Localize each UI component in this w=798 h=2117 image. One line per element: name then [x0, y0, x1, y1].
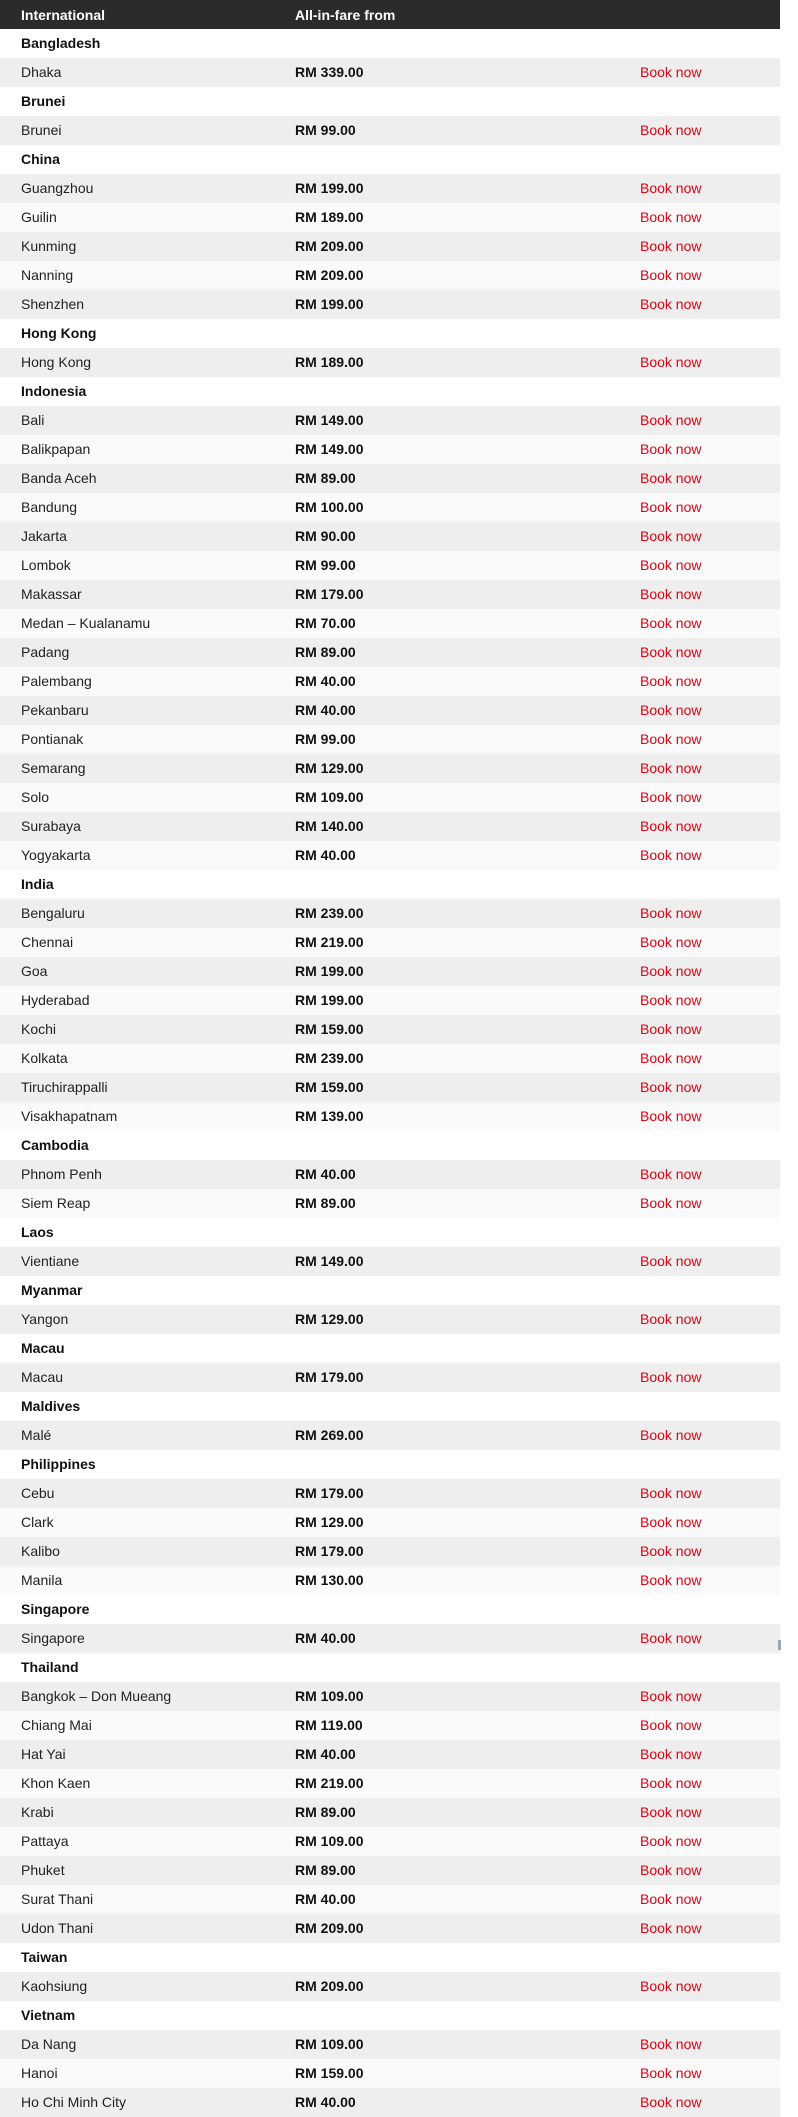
book-now-link[interactable]: Book now — [640, 1746, 702, 1762]
city-name: Da Nang — [21, 2036, 77, 2052]
city-name: Kaohsiung — [21, 1978, 88, 1994]
book-now-link[interactable]: Book now — [640, 1369, 702, 1385]
city-name: Shenzhen — [21, 296, 85, 312]
fare-price: RM 209.00 — [295, 238, 364, 254]
fare-price: RM 90.00 — [295, 528, 356, 544]
fare-row — [0, 1073, 780, 1102]
city-name: Hong Kong — [21, 354, 92, 370]
book-now-link[interactable]: Book now — [640, 64, 702, 80]
fare-price: RM 179.00 — [295, 586, 364, 602]
fare-row — [0, 464, 780, 493]
city-name: Kalibo — [21, 1543, 60, 1559]
fare-price: RM 109.00 — [295, 1688, 364, 1704]
city-name: Macau — [21, 1369, 64, 1385]
fare-row — [0, 261, 780, 290]
fare-price: RM 40.00 — [295, 1630, 356, 1646]
book-now-link[interactable]: Book now — [640, 1891, 702, 1907]
book-now-link[interactable]: Book now — [640, 238, 702, 254]
fare-price: RM 70.00 — [295, 615, 356, 631]
fare-row — [0, 1044, 780, 1073]
country-name: Maldives — [21, 1398, 81, 1414]
fare-row — [0, 1769, 780, 1798]
book-now-link[interactable]: Book now — [640, 847, 702, 863]
country-name: Philippines — [21, 1456, 96, 1472]
city-name: Lombok — [21, 557, 71, 573]
book-now-link[interactable]: Book now — [640, 180, 702, 196]
fare-price: RM 89.00 — [295, 470, 356, 486]
fare-price: RM 179.00 — [295, 1543, 364, 1559]
book-now-link[interactable]: Book now — [640, 1253, 702, 1269]
book-now-link[interactable]: Book now — [640, 731, 702, 747]
country-row — [0, 1218, 780, 1247]
country-name: Vietnam — [21, 2007, 76, 2023]
country-name: China — [21, 151, 60, 167]
city-name: Phnom Penh — [21, 1166, 102, 1182]
city-name: Guilin — [21, 209, 57, 225]
fare-price: RM 129.00 — [295, 1514, 364, 1530]
city-name: Kunming — [21, 238, 77, 254]
city-name: Krabi — [21, 1804, 54, 1820]
fare-row — [0, 174, 780, 203]
country-row — [0, 377, 780, 406]
book-now-link[interactable]: Book now — [640, 1833, 702, 1849]
fare-price: RM 109.00 — [295, 2036, 364, 2052]
city-name: Clark — [21, 1514, 54, 1530]
fare-row — [0, 928, 780, 957]
country-row — [0, 1276, 780, 1305]
city-name: Banda Aceh — [21, 470, 97, 486]
fare-row — [0, 551, 780, 580]
book-now-link[interactable]: Book now — [640, 1514, 702, 1530]
city-name: Brunei — [21, 122, 62, 138]
country-row — [0, 29, 780, 58]
city-name: Yangon — [21, 1311, 69, 1327]
city-name: Singapore — [21, 1630, 85, 1646]
city-name: Guangzhou — [21, 180, 94, 196]
fare-price: RM 40.00 — [295, 1891, 356, 1907]
fare-row — [0, 1624, 780, 1653]
fare-price: RM 149.00 — [295, 412, 364, 428]
fare-row — [0, 1015, 780, 1044]
book-now-link[interactable]: Book now — [640, 992, 702, 1008]
fare-row — [0, 232, 780, 261]
country-name: Singapore — [21, 1601, 90, 1617]
book-now-link[interactable]: Book now — [640, 615, 702, 631]
book-now-link[interactable]: Book now — [640, 905, 702, 921]
book-now-link[interactable]: Book now — [640, 1978, 702, 1994]
fare-row — [0, 1305, 780, 1334]
city-name: Phuket — [21, 1862, 65, 1878]
country-row — [0, 1595, 780, 1624]
city-name: Jakarta — [21, 528, 67, 544]
country-row — [0, 1450, 780, 1479]
fare-row — [0, 406, 780, 435]
city-name: Balikpapan — [21, 441, 91, 457]
city-name: Kolkata — [21, 1050, 68, 1066]
book-now-link[interactable]: Book now — [640, 1862, 702, 1878]
city-name: Chennai — [21, 934, 74, 950]
city-name: Goa — [21, 963, 48, 979]
header-destination: International — [21, 6, 106, 23]
city-name: Medan – Kualanamu — [21, 615, 151, 631]
country-name: Myanmar — [21, 1282, 83, 1298]
city-name: Ho Chi Minh City — [21, 2094, 127, 2110]
country-row — [0, 1943, 780, 1972]
fare-row — [0, 1247, 780, 1276]
fare-row — [0, 1189, 780, 1218]
fare-price: RM 199.00 — [295, 296, 364, 312]
fare-price: RM 159.00 — [295, 1021, 364, 1037]
country-row — [0, 2001, 780, 2030]
fare-price: RM 109.00 — [295, 789, 364, 805]
book-now-link[interactable]: Book now — [640, 586, 702, 602]
fare-price: RM 99.00 — [295, 122, 356, 138]
city-name: Bengaluru — [21, 905, 85, 921]
city-name: Cebu — [21, 1485, 55, 1501]
fare-row — [0, 522, 780, 551]
book-now-link[interactable]: Book now — [640, 2065, 702, 2081]
book-now-link[interactable]: Book now — [640, 818, 702, 834]
book-now-link[interactable]: Book now — [640, 354, 702, 370]
fare-price: RM 129.00 — [295, 760, 364, 776]
country-row — [0, 870, 780, 899]
fare-price: RM 189.00 — [295, 209, 364, 225]
fare-price: RM 40.00 — [295, 1166, 356, 1182]
book-now-link[interactable]: Book now — [640, 2094, 702, 2110]
city-name: Nanning — [21, 267, 74, 283]
fare-row — [0, 1363, 780, 1392]
fare-row — [0, 1102, 780, 1131]
book-now-link[interactable]: Book now — [640, 1050, 702, 1066]
fare-price: RM 130.00 — [295, 1572, 364, 1588]
country-row — [0, 1392, 780, 1421]
country-name: India — [21, 876, 54, 892]
fare-price: RM 179.00 — [295, 1369, 364, 1385]
fare-row — [0, 58, 780, 87]
book-now-link[interactable]: Book now — [640, 470, 702, 486]
fare-row — [0, 1537, 780, 1566]
fare-row — [0, 1972, 780, 2001]
city-name: Pekanbaru — [21, 702, 89, 718]
scroll-marker[interactable] — [778, 1640, 781, 1650]
fare-price: RM 40.00 — [295, 2094, 356, 2110]
country-row — [0, 1131, 780, 1160]
country-row — [0, 145, 780, 174]
city-name: Solo — [21, 789, 50, 805]
country-name: Brunei — [21, 93, 66, 109]
table-header — [0, 0, 780, 29]
book-now-link[interactable]: Book now — [640, 1427, 702, 1443]
city-name: Padang — [21, 644, 70, 660]
book-now-link[interactable]: Book now — [640, 789, 702, 805]
book-now-link[interactable]: Book now — [640, 1688, 702, 1704]
fare-price: RM 339.00 — [295, 64, 364, 80]
country-name: Taiwan — [21, 1949, 68, 1965]
book-now-link[interactable]: Book now — [640, 1717, 702, 1733]
book-now-link[interactable]: Book now — [640, 1572, 702, 1588]
fare-price: RM 199.00 — [295, 180, 364, 196]
city-name: Malé — [21, 1427, 52, 1443]
country-row — [0, 1653, 780, 1682]
fare-price: RM 40.00 — [295, 702, 356, 718]
city-name: Surat Thani — [21, 1891, 94, 1907]
book-now-link[interactable]: Book now — [640, 557, 702, 573]
fare-row — [0, 1421, 780, 1450]
fare-price: RM 269.00 — [295, 1427, 364, 1443]
city-name: Yogyakarta — [21, 847, 91, 863]
fare-row — [0, 2059, 780, 2088]
fare-row — [0, 348, 780, 377]
book-now-link[interactable]: Book now — [640, 1079, 702, 1095]
fare-row — [0, 696, 780, 725]
fare-price: RM 239.00 — [295, 905, 364, 921]
city-name: Bali — [21, 412, 45, 428]
city-name: Vientiane — [21, 1253, 80, 1269]
fare-price: RM 219.00 — [295, 934, 364, 950]
country-row — [0, 1334, 780, 1363]
fare-row — [0, 1885, 780, 1914]
fare-row — [0, 1479, 780, 1508]
city-name: Udon Thani — [21, 1920, 94, 1936]
city-name: Makassar — [21, 586, 82, 602]
fare-price: RM 239.00 — [295, 1050, 364, 1066]
book-now-link[interactable]: Book now — [640, 267, 702, 283]
city-name: Hanoi — [21, 2065, 58, 2081]
book-now-link[interactable]: Book now — [640, 644, 702, 660]
fare-price: RM 99.00 — [295, 557, 356, 573]
fare-row — [0, 1914, 780, 1943]
book-now-link[interactable]: Book now — [640, 209, 702, 225]
fare-row — [0, 1798, 780, 1827]
book-now-link[interactable]: Book now — [640, 1920, 702, 1936]
fare-row — [0, 899, 780, 928]
fare-price: RM 159.00 — [295, 2065, 364, 2081]
table-body — [0, 29, 780, 2117]
city-name: Khon Kaen — [21, 1775, 91, 1791]
fare-price: RM 209.00 — [295, 267, 364, 283]
fare-row — [0, 986, 780, 1015]
country-name: Laos — [21, 1224, 54, 1240]
fare-row — [0, 290, 780, 319]
country-row — [0, 319, 780, 348]
fare-price: RM 40.00 — [295, 673, 356, 689]
fare-price: RM 209.00 — [295, 1978, 364, 1994]
book-now-link[interactable]: Book now — [640, 1021, 702, 1037]
book-now-link[interactable]: Book now — [640, 1166, 702, 1182]
book-now-link[interactable]: Book now — [640, 1775, 702, 1791]
book-now-link[interactable]: Book now — [640, 1195, 702, 1211]
fare-row — [0, 638, 780, 667]
city-name: Pattaya — [21, 1833, 69, 1849]
fare-price: RM 179.00 — [295, 1485, 364, 1501]
country-name: Bangladesh — [21, 35, 101, 51]
fare-row — [0, 116, 780, 145]
book-now-link[interactable]: Book now — [640, 1630, 702, 1646]
fare-price: RM 129.00 — [295, 1311, 364, 1327]
fare-row — [0, 580, 780, 609]
city-name: Palembang — [21, 673, 92, 689]
fare-price: RM 189.00 — [295, 354, 364, 370]
fare-price: RM 89.00 — [295, 1804, 356, 1820]
fare-row — [0, 957, 780, 986]
book-now-link[interactable]: Book now — [640, 296, 702, 312]
fare-price: RM 199.00 — [295, 963, 364, 979]
country-name: Macau — [21, 1340, 65, 1356]
fare-row — [0, 812, 780, 841]
book-now-link[interactable]: Book now — [640, 1804, 702, 1820]
fare-row — [0, 203, 780, 232]
fare-row — [0, 493, 780, 522]
city-name: Bandung — [21, 499, 78, 515]
book-now-link[interactable]: Book now — [640, 760, 702, 776]
country-row — [0, 87, 780, 116]
fare-row — [0, 841, 780, 870]
country-name: Cambodia — [21, 1137, 89, 1153]
city-name: Chiang Mai — [21, 1717, 92, 1733]
fare-row — [0, 754, 780, 783]
city-name: Surabaya — [21, 818, 81, 834]
book-now-link[interactable]: Book now — [640, 441, 702, 457]
book-now-link[interactable]: Book now — [640, 2036, 702, 2052]
fare-row — [0, 609, 780, 638]
city-name: Tiruchirappalli — [21, 1079, 108, 1095]
book-now-link[interactable]: Book now — [640, 1543, 702, 1559]
fare-row — [0, 667, 780, 696]
fare-price: RM 159.00 — [295, 1079, 364, 1095]
fare-price: RM 109.00 — [295, 1833, 364, 1849]
book-now-link[interactable]: Book now — [640, 499, 702, 515]
fare-row — [0, 435, 780, 464]
fare-row — [0, 1740, 780, 1769]
book-now-link[interactable]: Book now — [640, 963, 702, 979]
fare-row — [0, 1566, 780, 1595]
fare-price: RM 140.00 — [295, 818, 364, 834]
fare-row — [0, 725, 780, 754]
fare-row — [0, 1827, 780, 1856]
fare-price: RM 40.00 — [295, 847, 356, 863]
header-fare: All-in-fare from — [295, 6, 396, 23]
fare-price: RM 40.00 — [295, 1746, 356, 1762]
fare-price: RM 209.00 — [295, 1920, 364, 1936]
book-now-link[interactable]: Book now — [640, 1108, 702, 1124]
fare-price: RM 89.00 — [295, 1195, 356, 1211]
city-name: Pontianak — [21, 731, 84, 747]
book-now-link[interactable]: Book now — [640, 934, 702, 950]
book-now-link[interactable]: Book now — [640, 528, 702, 544]
fare-row — [0, 783, 780, 812]
book-now-link[interactable]: Book now — [640, 673, 702, 689]
fare-row — [0, 1160, 780, 1189]
book-now-link[interactable]: Book now — [640, 1485, 702, 1501]
country-name: Indonesia — [21, 383, 87, 399]
country-name: Thailand — [21, 1659, 79, 1675]
book-now-link[interactable]: Book now — [640, 122, 702, 138]
city-name: Bangkok – Don Mueang — [21, 1688, 172, 1704]
city-name: Siem Reap — [21, 1195, 91, 1211]
book-now-link[interactable]: Book now — [640, 412, 702, 428]
fare-row — [0, 2088, 780, 2117]
fare-row — [0, 1711, 780, 1740]
city-name: Manila — [21, 1572, 63, 1588]
city-name: Visakhapatnam — [21, 1108, 118, 1124]
city-name: Hat Yai — [21, 1746, 66, 1762]
fare-price: RM 199.00 — [295, 992, 364, 1008]
fare-price: RM 219.00 — [295, 1775, 364, 1791]
book-now-link[interactable]: Book now — [640, 702, 702, 718]
fare-price: RM 139.00 — [295, 1108, 364, 1124]
fare-price: RM 89.00 — [295, 1862, 356, 1878]
city-name: Semarang — [21, 760, 86, 776]
fare-price: RM 119.00 — [295, 1717, 363, 1733]
city-name: Hyderabad — [21, 992, 90, 1008]
fare-price: RM 99.00 — [295, 731, 356, 747]
fare-row — [0, 1508, 780, 1537]
fare-row — [0, 2030, 780, 2059]
fare-price: RM 149.00 — [295, 441, 364, 457]
fare-price: RM 100.00 — [295, 499, 364, 515]
city-name: Dhaka — [21, 64, 62, 80]
city-name: Kochi — [21, 1021, 57, 1037]
fare-price: RM 149.00 — [295, 1253, 364, 1269]
fare-row — [0, 1682, 780, 1711]
book-now-link[interactable]: Book now — [640, 1311, 702, 1327]
fare-row — [0, 1856, 780, 1885]
fare-price: RM 89.00 — [295, 644, 356, 660]
country-name: Hong Kong — [21, 325, 97, 341]
